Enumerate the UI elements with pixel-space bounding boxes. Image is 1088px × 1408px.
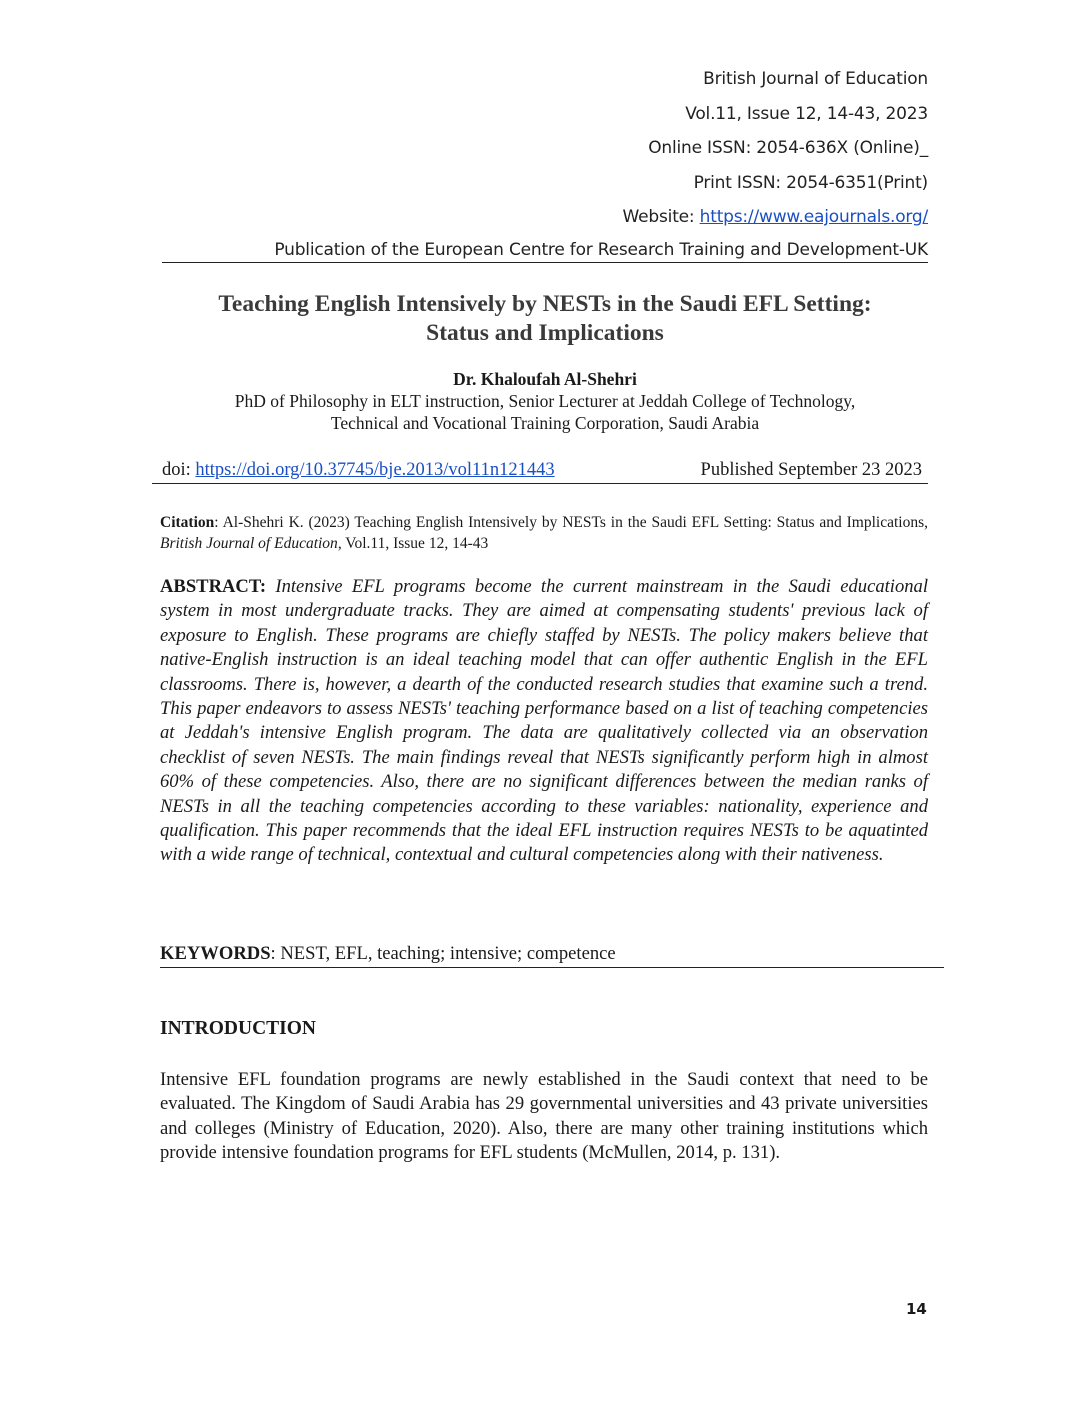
introduction-paragraph: Intensive EFL foundation programs are newly established in the Saudi context that need to be evaluated. The Kingdom of Saudi Arabia has 29 governmental universities and 43 private universities and colleges (Ministry of Education, 2020). Also, there are many other training institutions which provide intensive foundation programs for EFL students (McMullen, 2014, p. 131).: [160, 1069, 928, 1164]
website-link[interactable]: https://www.eajournals.org/: [699, 207, 928, 227]
citation-text-a: : Al-Shehri K. (2023) Teaching English Intensively by NESTs in the Saudi EFL Setting: Status and Implications,: [214, 514, 928, 531]
doi-label: doi:: [162, 460, 196, 480]
citation-label: Citation: [160, 514, 215, 531]
online-issn: Online ISSN: 2054-636X (Online)_: [648, 138, 928, 158]
keywords-label: KEYWORDS: [160, 943, 271, 964]
author-affiliation-1: PhD of Philosophy in ELT instruction, Senior Lecturer at Jeddah College of Technology,: [234, 391, 856, 411]
citation-journal: British Journal of Education: [160, 535, 338, 552]
keywords-text: : NEST, EFL, teaching; intensive; competence: [270, 943, 616, 964]
doi-row: [152, 460, 928, 484]
abstract-text: Intensive EFL programs become the current mainstream in the Saudi educational system in most undergraduate tracks. They are aimed at compensating students' previous lack of exposure to English. These programs are chiefly staffed by NESTs. The policy makers believe that native-English instruction is an ideal teaching model that can offer authentic English in the EFL classrooms. There is, however, a dearth of the conducted research studies that examine such a trend. This paper endeavors to assess NESTs' teaching performance based on a list of teaching competencies at Jeddah's intensive English program. The data are qualitatively collected via an observation checklist of seven NESTs. The main findings reveal that NESTs significantly perform high in almost 60% of these competencies. Also, there are no significant differences between the median ranks of NESTs in all the teaching competencies according to these variables: nationality, experience and qualification. This paper recommends that the ideal EFL instruction requires NESTs to be aquatinted with a wide range of technical, contextual and cultural competencies along with their nativeness.: [160, 576, 929, 866]
introduction-heading: INTRODUCTION: [160, 1018, 317, 1039]
published-date: Published September 23 2023: [700, 460, 922, 480]
website-label: Website:: [622, 207, 700, 227]
print-issn: Print ISSN: 2054-6351(Print): [693, 172, 928, 193]
title-line-2: Status and Implications: [426, 320, 664, 346]
citation: [160, 512, 928, 554]
author-name: Dr. Khaloufah Al-Shehri: [453, 369, 637, 389]
keywords: [160, 943, 944, 968]
abstract-label: ABSTRACT:: [160, 576, 267, 597]
journal-volume: Vol.11, Issue 12, 14-43, 2023: [685, 103, 928, 124]
abstract: [160, 575, 928, 868]
author-block: [150, 368, 940, 434]
journal-header: [623, 62, 928, 235]
website-line: [623, 200, 928, 235]
doi: [152, 460, 555, 481]
title-line-1: Teaching English Intensively by NESTs in the Saudi EFL Setting:: [218, 291, 872, 317]
doi-link[interactable]: https://doi.org/10.37745/bje.2013/vol11n121443: [195, 460, 555, 480]
author-affiliation-2: Technical and Vocational Training Corporation, Saudi Arabia: [330, 413, 760, 433]
citation-text-b: , Vol.11, Issue 12, 14-43: [337, 535, 489, 552]
journal-name: British Journal of Education: [703, 69, 928, 89]
publisher-line: Publication of the European Centre for Research Training and Development-UK: [162, 240, 928, 263]
page-number: 14: [906, 1300, 927, 1318]
paper-title: [150, 290, 940, 348]
